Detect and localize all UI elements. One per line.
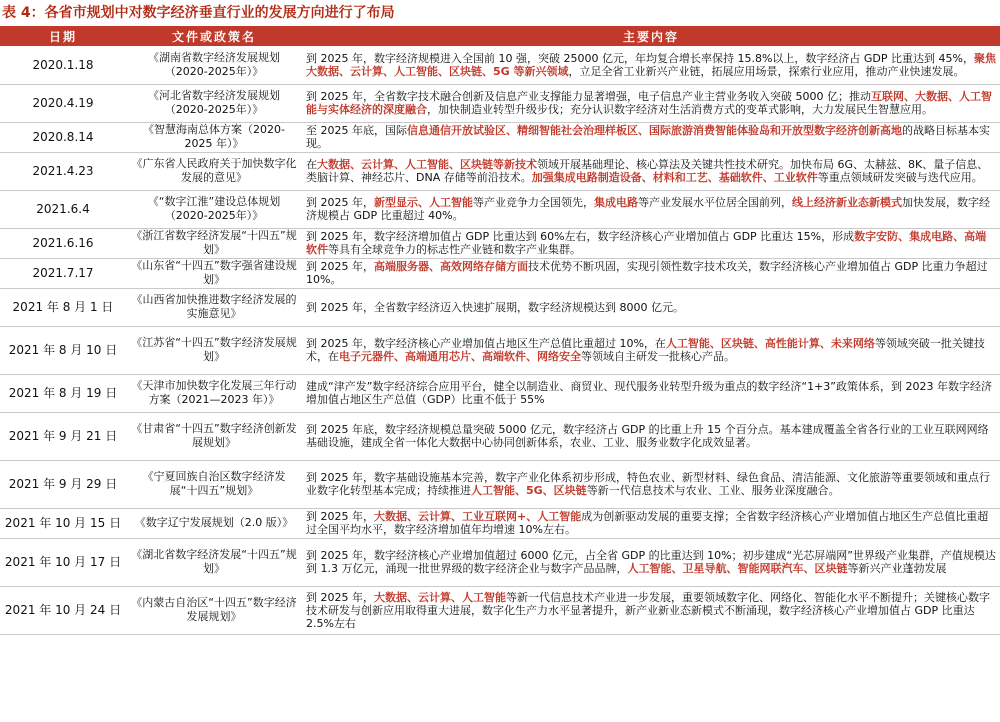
table-row [0, 46, 1000, 84]
row-date: 2020.4.19 [0, 84, 126, 122]
content-text: 等产业竞争力全国领先， [473, 196, 594, 209]
row-document-name: 《宁夏回族自治区数字经济发展“十四五”规划》 [126, 460, 302, 508]
highlighted-text: 电子元器件、高端通用芯片、高端软件、网络安全 [339, 350, 581, 363]
table-row [0, 374, 1000, 412]
row-main-content [302, 46, 1000, 84]
row-date: 2021.6.4 [0, 190, 126, 228]
highlighted-text: 线上经济新业态新模式 [792, 196, 902, 209]
highlighted-text: 加强集成电路制造设备、材料和工艺、基础软件、工业软件 [531, 171, 818, 184]
table-row [0, 538, 1000, 586]
row-date: 2021.7.17 [0, 258, 126, 288]
table-row [0, 508, 1000, 538]
row-date: 2020.1.18 [0, 46, 126, 84]
header-date: 日期 [0, 26, 126, 46]
highlighted-text: 数字安防、集成电路、高端软件 [306, 230, 987, 256]
content-text: 到 2025 年，全省数字技术融合创新及信息产业支撑能力显著增强，电子信息产业主营业务收入突破 5000 亿；推动 [306, 90, 871, 103]
content-text: 到 2025 年， [306, 260, 374, 273]
highlighted-text: 人工智能、区块链、高性能计算、未来网络 [665, 337, 875, 350]
highlighted-text: 集成电路 [594, 196, 638, 209]
table-header-row [0, 26, 1000, 46]
content-text: 至 2025 年底，国际 [306, 124, 407, 137]
content-text: 领域开展基础理论、核心算法及关键共性技术研究。加快布局 6G、太赫兹、8K、量子信息、类脑计算、神经芯片、DNA 存储等前沿技术。 [306, 158, 989, 184]
content-text: 技术优势不断巩固，实现引领性数字技术攻关，数字经济核心产业增加值占 GDP 比重力争超过 10%。 [306, 260, 988, 286]
row-date: 2021.4.23 [0, 152, 126, 190]
row-document-name: 《智慧海南总体方案（2020-2025 年）》 [126, 122, 302, 152]
content-text: 成为创新驱动发展的重要支撑；全省数字经济核心产业增加值占地区生产总值比重超过全国平均水平，数字经济增加值年均增速 10%左右。 [306, 510, 989, 536]
row-main-content [302, 460, 1000, 508]
row-document-name: 《广东省人民政府关于加快数字化发展的意见》 [126, 152, 302, 190]
row-document-name: 《天津市加快数字化发展三年行动方案（2021—2023 年）》 [126, 374, 302, 412]
content-text: 在 [306, 158, 317, 171]
header-doc: 文件或政策名 [126, 26, 302, 46]
table-row [0, 412, 1000, 460]
row-document-name: 《湖南省数字经济发展规划（2020-2025年）》 [126, 46, 302, 84]
row-main-content [302, 538, 1000, 586]
highlighted-text: 互联网、大数据、人工智能与实体经济的深度融合 [306, 90, 992, 116]
row-document-name: 《数字辽宁发展规划（2.0 版）》 [126, 508, 302, 538]
content-text: 到 2025 年，数字经济核心产业增加值占地区生产总值比重超过 10%，在 [306, 337, 666, 350]
header-content: 主要内容 [302, 26, 1000, 46]
highlighted-text: 大数据、云计算、人工智能 [374, 590, 506, 604]
row-main-content [302, 412, 1000, 460]
content-text: 等领域自主研发一批核心产品。 [581, 350, 735, 363]
content-text: 等产业发展水平位居全国前列， [638, 196, 792, 209]
policy-table [0, 26, 1000, 635]
content-text: 到 2025 年，全省数字经济迈入快速扩展期，数字经济规模达到 8000 亿元。 [306, 300, 684, 314]
highlighted-text: 大数据、云计算、工业互联网+、人工智能 [374, 510, 582, 523]
row-document-name: 《湖北省数字经济发展“十四五”规划》 [126, 538, 302, 586]
content-text: 等领域突破一批关键技术，在 [306, 337, 985, 363]
content-text: 的战略目标基本实现。 [306, 124, 990, 150]
row-main-content [302, 586, 1000, 634]
row-main-content [302, 326, 1000, 374]
row-document-name: 《浙江省数字经济发展“十四五”规划》 [126, 228, 302, 258]
content-text: 等重点领域研发突破与迭代应用。 [817, 171, 983, 184]
row-document-name: 《山东省“十四五”数字强省建设规划》 [126, 258, 302, 288]
row-date: 2021 年 10 月 15 日 [0, 508, 126, 538]
row-date: 2021 年 10 月 24 日 [0, 586, 126, 634]
table-row [0, 228, 1000, 258]
row-document-name: 《“数字江淮”建设总体规划（2020-2025年）》 [126, 190, 302, 228]
highlighted-text: 新型显示、人工智能 [374, 196, 473, 209]
content-text: 等新一代信息技术与农业、工业、服务业深度融合。 [586, 484, 840, 497]
content-text: ，加快制造业转型升级步伐；充分认识数字经济对生活消费方式的变革式影响，大力发展民生智慧应用。 [427, 103, 933, 116]
content-text: 到 2025 年， [306, 510, 374, 523]
row-main-content [302, 228, 1000, 258]
row-document-name: 《江苏省“十四五”数字经济发展规划》 [126, 326, 302, 374]
row-date: 2020.8.14 [0, 122, 126, 152]
content-text: 等具有全球竞争力的标志性产业链和数字产业集群。 [328, 243, 581, 256]
row-date: 2021.6.16 [0, 228, 126, 258]
content-text: 到 2025 年，数字经济规模进入全国前 10 强，突破 25000 亿元，年均复合增长率保持 15.8%以上，数字经济占 GDP 比重达到 45%， [306, 51, 974, 65]
table-row [0, 326, 1000, 374]
row-document-name: 《内蒙古自治区“十四五”数字经济发展规划》 [126, 586, 302, 634]
table-row [0, 586, 1000, 634]
row-date: 2021 年 8 月 1 日 [0, 288, 126, 326]
highlighted-text: 聚焦大数据、云计算、人工智能、区块链、5G 等新兴领域 [306, 51, 996, 78]
row-document-name: 《河北省数字经济发展规划（2020-2025年）》 [126, 84, 302, 122]
table-row [0, 288, 1000, 326]
table-row [0, 84, 1000, 122]
table-row [0, 190, 1000, 228]
table-caption: 表 4：各省市规划中对数字经济垂直行业的发展方向进行了布局 [2, 5, 395, 21]
row-main-content [302, 508, 1000, 538]
row-date: 2021 年 9 月 21 日 [0, 412, 126, 460]
row-main-content [302, 190, 1000, 228]
row-main-content [302, 122, 1000, 152]
content-text: 建成“津产发”数字经济综合应用平台，健全以制造业、商贸业、现代服务业转型升级为重点的数字经济“1+3”政策体系，到 2023 年数字经济增加值占地区生产总值（GDP）比重不低于 55% [306, 380, 992, 406]
highlighted-text: 高端服务器、高效网络存储方面 [374, 260, 528, 273]
row-date: 2021 年 9 月 29 日 [0, 460, 126, 508]
highlighted-text: 人工智能、5G、区块链 [471, 484, 587, 497]
content-text: 到 2025 年， [306, 590, 374, 604]
content-text: 到 2025 年，数字基础设施基本完善，数字产业化体系初步形成，特色农业、新型材料、绿色食品、清洁能源、文化旅游等重要领域和重点行业数字化转型基本完成；持续推进 [306, 471, 990, 497]
highlighted-text: 大数据、云计算、人工智能、区块链等新技术 [317, 158, 537, 171]
content-text: 加快发展，数字经济规模占 GDP 比重超过 40%。 [306, 196, 990, 222]
row-main-content [302, 84, 1000, 122]
table-row [0, 258, 1000, 288]
highlighted-text: 人工智能、卫星导航、智能网联汽车、区块链 [627, 562, 848, 575]
row-date: 2021 年 10 月 17 日 [0, 538, 126, 586]
table-row [0, 122, 1000, 152]
highlighted-text: 信息通信开放试验区、精细智能社会治理样板区、国际旅游消费智能体验岛和开放型数字经济创新高地 [407, 124, 902, 137]
table-row [0, 152, 1000, 190]
row-document-name: 《甘肃省“十四五”数字经济创新发展规划》 [126, 412, 302, 460]
row-document-name: 《山西省加快推进数字经济发展的实施意见》 [126, 288, 302, 326]
content-text: 到 2025 年， [306, 196, 374, 209]
table-body [0, 46, 1000, 634]
row-main-content [302, 152, 1000, 190]
content-text: 等新一代信息技术产业进一步发展，重要领域数字化、网络化、智能化水平不断提升；关键核心数字技术研发与创新应用取得重大进展，数字化生产力水平显著提升，新产业新业态新模式不断涌现，数字经济核心产业增加值占 GDP 比重达 2.5%左右 [306, 590, 990, 630]
content-text: 到 2025 年底，数字经济规模总量突破 5000 亿元，数字经济占 GDP 的比重上升 15 个百分点。基本建成覆盖全省各行业的工业互联网网络基础设施，建成全省一体化大数据中心协同创新体系，农业、工业、服务业数字化成效显著。 [306, 423, 989, 449]
table-row [0, 460, 1000, 508]
row-main-content [302, 374, 1000, 412]
row-date: 2021 年 8 月 10 日 [0, 326, 126, 374]
content-text: ，立足全省工业新兴产业链，拓展应用场景，探索行业应用，推动产业快速发展。 [568, 64, 965, 78]
content-text: 到 2025 年，数字经济核心产业增加值超过 6000 亿元，占全省 GDP 的比重达到 10%；初步建成“光芯屏端网”世界级产业集群，产值规模达到 1.3 万亿元，涌现一批世界级的数字经济企业与数字产品品牌， [306, 549, 996, 575]
row-date: 2021 年 8 月 19 日 [0, 374, 126, 412]
row-main-content [302, 258, 1000, 288]
row-main-content [302, 288, 1000, 326]
content-text: 到 2025 年，数字经济增加值占 GDP 比重达到 60%左右，数字经济核心产业增加值占 GDP 比重达 15%，形成 [306, 230, 855, 243]
content-text: 等新兴产业蓬勃发展 [847, 562, 947, 575]
